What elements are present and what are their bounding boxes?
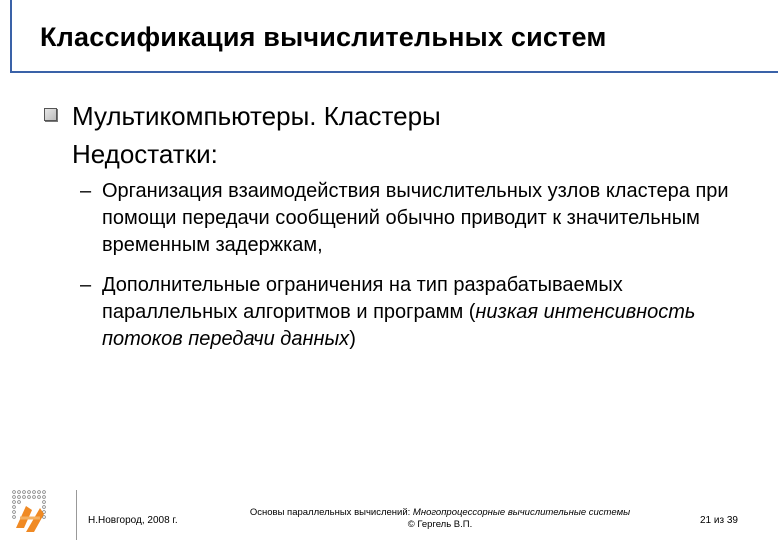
footer-location-date: Н.Новгород, 2008 г. (88, 515, 178, 526)
list-item-text: Организация взаимодействия вычислительных узлов кластера при помощи передачи сообщений обычно приводит к значительным временным задержкам, (102, 180, 729, 256)
slide-title: Классификация вычислительных систем (40, 22, 607, 52)
footer-course-title (240, 507, 640, 531)
unn-logo-icon (10, 488, 50, 538)
dash-marker: – (80, 274, 92, 296)
footer-course-italic: Многопроцессорные вычислительные системы (412, 507, 631, 518)
dash-marker: – (80, 180, 92, 202)
list-item-text-plain: Дополнительные ограничения на тип разрабатываемых параллельных алгоритмов и программ ( (102, 274, 623, 323)
list-item-text (102, 272, 740, 353)
section-heading: Мультикомпьютеры. Кластеры (72, 101, 441, 131)
footer-divider (76, 490, 77, 540)
list-item (80, 272, 740, 353)
list-item-text-end: ) (349, 328, 356, 350)
list-item (80, 178, 740, 259)
list-item-text-italic: низкая интенсивность потоков передачи данных (102, 301, 696, 350)
square-bullet-icon (44, 108, 57, 121)
footer-course-plain: Основы параллельных вычислений: (249, 507, 413, 518)
page-number: 21 из 39 (700, 515, 738, 526)
section-subheading: Недостатки: (72, 139, 218, 169)
footer-copyright: © Гергель В.П. (407, 519, 473, 530)
